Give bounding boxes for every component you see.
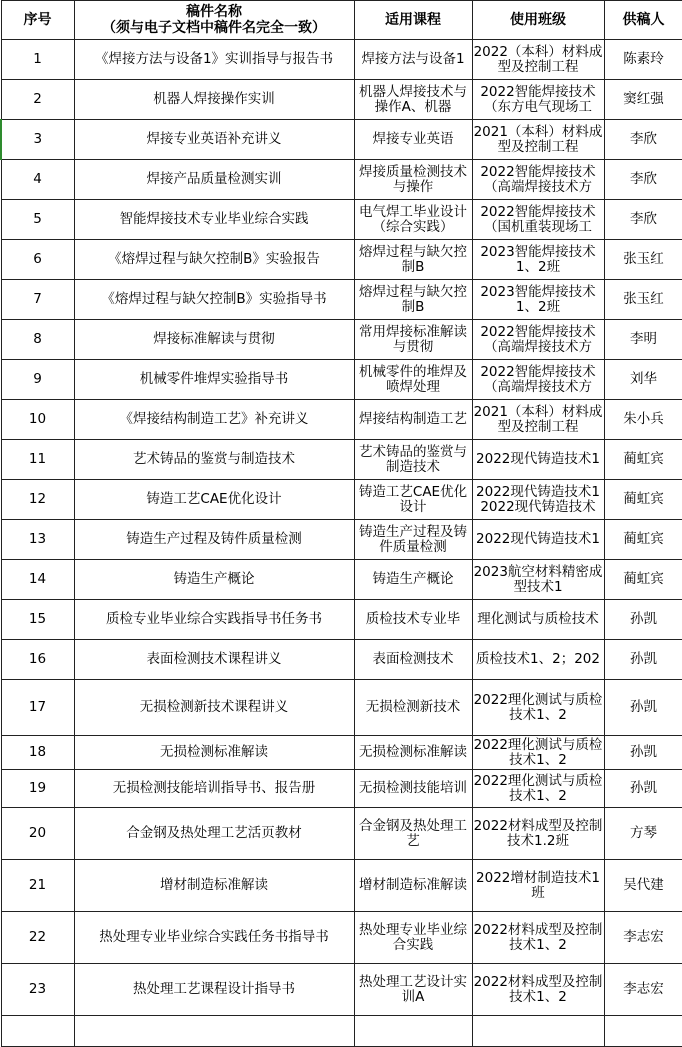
cell-name[interactable]: 机械零件堆焊实验指导书: [74, 360, 354, 400]
cell-class[interactable]: 2023智能焊接技术1、2班: [472, 240, 604, 280]
cell-class[interactable]: 2023智能焊接技术1、2班: [472, 280, 604, 320]
cell-name[interactable]: 焊接标准解读与贯彻: [74, 320, 354, 360]
cell-course[interactable]: 质检技术专业毕: [354, 600, 472, 640]
table-row: [1, 160, 682, 200]
cell-course[interactable]: 铸造生产概论: [354, 560, 472, 600]
cell-provider[interactable]: 孙凯: [604, 736, 682, 770]
cell-name[interactable]: 铸造生产概论: [74, 560, 354, 600]
table-row: [1, 400, 682, 440]
cell-course[interactable]: 机械零件的堆焊及喷焊处理: [354, 360, 472, 400]
cell-no[interactable]: 19: [1, 770, 74, 808]
cell-name[interactable]: 增材制造标准解读: [74, 860, 354, 912]
table-row: [1, 770, 682, 808]
cell-provider[interactable]: 蔺虹宾: [604, 520, 682, 560]
header-no[interactable]: 序号: [1, 1, 74, 40]
header-name-line2: （须与电子文档中稿件名完全一致）: [102, 20, 326, 36]
cell-no[interactable]: 4: [1, 160, 74, 200]
cell-class[interactable]: 2022理化测试与质检技术1、2: [472, 770, 604, 808]
cell-provider[interactable]: 吴代建: [604, 860, 682, 912]
cell-provider[interactable]: 张玉红: [604, 240, 682, 280]
cell-provider[interactable]: 孙凯: [604, 770, 682, 808]
cell-provider[interactable]: 李欣: [604, 160, 682, 200]
table-row: [1, 560, 682, 600]
cell-class[interactable]: 2021（本科）材料成型及控制工程: [472, 120, 604, 160]
cell-course[interactable]: 无损检测技能培训: [354, 770, 472, 808]
cell-provider[interactable]: 孙凯: [604, 680, 682, 736]
cell-course[interactable]: 热处理工艺设计实训A: [354, 964, 472, 1016]
empty-cell[interactable]: [604, 1016, 682, 1047]
cell-name[interactable]: 合金钢及热处理工艺活页教材: [74, 808, 354, 860]
cell-name[interactable]: 无损检测新技术课程讲义: [74, 680, 354, 736]
cell-class[interactable]: 2022智能焊接技术（高端焊接技术方: [472, 360, 604, 400]
cell-course[interactable]: 电气焊工毕业设计（综合实践）: [354, 200, 472, 240]
table-row: [1, 912, 682, 964]
cell-course[interactable]: 机器人焊接技术与操作A、机器: [354, 80, 472, 120]
cell-no[interactable]: 16: [1, 640, 74, 680]
empty-cell[interactable]: [472, 1016, 604, 1047]
cell-course[interactable]: 增材制造标准解读: [354, 860, 472, 912]
cell-course[interactable]: 无损检测标准解读: [354, 736, 472, 770]
cell-course[interactable]: 熔焊过程与缺欠控制B: [354, 280, 472, 320]
cell-name[interactable]: 焊接产品质量检测实训: [74, 160, 354, 200]
cell-class[interactable]: 2022材料成型及控制技术1、2: [472, 912, 604, 964]
empty-cell[interactable]: [1, 1016, 74, 1047]
cell-provider[interactable]: 陈素玲: [604, 40, 682, 80]
table-row: [1, 600, 682, 640]
empty-row: [1, 1016, 682, 1047]
table-row: [1, 520, 682, 560]
cell-name[interactable]: 质检专业毕业综合实践指导书任务书: [74, 600, 354, 640]
cell-name[interactable]: 智能焊接技术专业毕业综合实践: [74, 200, 354, 240]
cell-class[interactable]: 2022材料成型及控制技术1.2班: [472, 808, 604, 860]
cell-no[interactable]: 12: [1, 480, 74, 520]
cell-no[interactable]: 17: [1, 680, 74, 736]
table-row: [1, 40, 682, 80]
cell-class[interactable]: 理化测试与质检技术: [472, 600, 604, 640]
cell-class[interactable]: 2022理化测试与质检技术1、2: [473, 736, 603, 768]
cell-name[interactable]: 《熔焊过程与缺欠控制B》实验指导书: [74, 280, 354, 320]
cell-no[interactable]: 7: [1, 280, 74, 320]
table-row: [1, 964, 682, 1016]
cell-no[interactable]: 8: [1, 320, 74, 360]
cell-course[interactable]: 焊接结构制造工艺: [354, 400, 472, 440]
cell-no[interactable]: 13: [1, 520, 74, 560]
cell-no[interactable]: 21: [1, 860, 74, 912]
cell-name[interactable]: 焊接专业英语补充讲义: [74, 120, 354, 160]
cell-no[interactable]: 10: [1, 400, 74, 440]
cell-name[interactable]: 无损检测技能培训指导书、报告册: [74, 770, 354, 808]
table-row: [1, 680, 682, 736]
cell-class[interactable]: 2022智能焊接技术（东方电气现场工: [472, 80, 604, 120]
cell-class[interactable]: 2022智能焊接技术（高端焊接技术方: [472, 160, 604, 200]
cell-provider[interactable]: 刘华: [604, 360, 682, 400]
cell-no[interactable]: 2: [1, 80, 74, 120]
table-row: [1, 200, 682, 240]
cell-course[interactable]: 热处理专业毕业综合实践: [354, 912, 472, 964]
cell-no[interactable]: 20: [1, 808, 74, 860]
cell-class[interactable]: 2022智能焊接技术（高端焊接技术方: [472, 320, 604, 360]
cell-course[interactable]: 无损检测新技术: [354, 680, 472, 736]
table-row: [1, 440, 682, 480]
cell-provider[interactable]: 李志宏: [604, 912, 682, 964]
table-row: [1, 860, 682, 912]
cell-name[interactable]: 热处理专业毕业综合实践任务书指导书: [74, 912, 354, 964]
cell-class[interactable]: 2022现代铸造技术1: [472, 440, 604, 480]
cell-class[interactable]: 2021（本科）材料成型及控制工程: [472, 400, 604, 440]
table-row: [1, 360, 682, 400]
cell-no[interactable]: 22: [1, 912, 74, 964]
empty-cell[interactable]: [74, 1016, 354, 1047]
cell-no[interactable]: 1: [1, 40, 74, 80]
cell-provider[interactable]: 蔺虹宾: [604, 440, 682, 480]
table-row: [1, 640, 682, 680]
cell-provider[interactable]: 张玉红: [604, 280, 682, 320]
cell-class[interactable]: 质检技术1、2；202: [472, 640, 604, 680]
cell-class[interactable]: 2022（本科）材料成型及控制工程: [472, 40, 604, 80]
header-class[interactable]: 使用班级: [472, 1, 604, 40]
cell-class[interactable]: 2022理化测试与质检技术1、2: [472, 680, 604, 736]
cell-provider[interactable]: 李欣: [604, 120, 682, 160]
table-row: [1, 280, 682, 320]
cell-no[interactable]: 15: [1, 600, 74, 640]
header-provider[interactable]: 供稿人: [604, 1, 682, 40]
cell-course[interactable]: 表面检测技术: [354, 640, 472, 680]
table-row: [1, 240, 682, 280]
cell-course[interactable]: 常用焊接标准解读与贯彻: [354, 320, 472, 360]
table-row: [1, 480, 682, 520]
cell-no[interactable]: 18: [1, 736, 74, 770]
header-name[interactable]: [74, 1, 354, 40]
header-row: [1, 1, 682, 40]
cell-class[interactable]: 2023航空材料精密成型技术1: [472, 560, 604, 600]
cell-course[interactable]: 铸造生产过程及铸件质量检测: [354, 520, 472, 560]
cell-provider[interactable]: 方琴: [604, 808, 682, 860]
table-row: [1, 80, 682, 120]
cell-class[interactable]: 2022增材制造技术1班: [472, 860, 604, 912]
cell-no[interactable]: 3: [1, 120, 74, 160]
cell-no[interactable]: 5: [1, 200, 74, 240]
cell-name[interactable]: 铸造生产过程及铸件质量检测: [74, 520, 354, 560]
cell-provider[interactable]: 李欣: [604, 200, 682, 240]
cell-name[interactable]: 热处理工艺课程设计指导书: [74, 964, 354, 1016]
cell-course[interactable]: 铸造工艺CAE优化设计: [354, 480, 472, 520]
cell-class[interactable]: 2022现代铸造技术1: [472, 520, 604, 560]
cell-name[interactable]: 无损检测标准解读: [74, 736, 354, 770]
cell-name[interactable]: 铸造工艺CAE优化设计: [74, 480, 354, 520]
header-name-line1: 稿件名称: [186, 4, 242, 20]
cell-provider[interactable]: 李明: [604, 320, 682, 360]
cell-course[interactable]: 艺术铸品的鉴赏与制造技术: [354, 440, 472, 480]
cell-provider[interactable]: 李志宏: [604, 964, 682, 1016]
cell-name[interactable]: 《焊接方法与设备1》实训指导与报告书: [74, 40, 354, 80]
cell-provider[interactable]: 朱小兵: [604, 400, 682, 440]
cell-course[interactable]: 合金钢及热处理工艺: [354, 808, 472, 860]
cell-no[interactable]: 11: [1, 440, 74, 480]
cell-provider[interactable]: 蔺虹宾: [604, 560, 682, 600]
cell-provider[interactable]: 蔺虹宾: [604, 480, 682, 520]
empty-cell[interactable]: [354, 1016, 472, 1047]
cell-name[interactable]: 机器人焊接操作实训: [74, 80, 354, 120]
table-row: [1, 808, 682, 860]
cell-name[interactable]: 《焊接结构制造工艺》补充讲义: [74, 400, 354, 440]
cell-no[interactable]: 14: [1, 560, 74, 600]
header-course[interactable]: 适用课程: [354, 1, 472, 40]
cell-no[interactable]: 23: [1, 964, 74, 1016]
cell-name[interactable]: 表面检测技术课程讲义: [74, 640, 354, 680]
cell-provider[interactable]: 窦红强: [604, 80, 682, 120]
cell-class[interactable]: 2022现代铸造技术1 2022现代铸造技术: [472, 480, 604, 520]
cell-course[interactable]: 焊接方法与设备1: [354, 40, 472, 80]
cell-course[interactable]: 焊接专业英语: [354, 120, 472, 160]
cell-no[interactable]: 9: [1, 360, 74, 400]
cell-class[interactable]: 2022智能焊接技术（国机重装现场工: [472, 200, 604, 240]
table-row: [1, 320, 682, 360]
cell-provider[interactable]: 孙凯: [604, 600, 682, 640]
table-row: [1, 120, 682, 160]
cell-no[interactable]: 6: [1, 240, 74, 280]
cell-course[interactable]: 熔焊过程与缺欠控制B: [354, 240, 472, 280]
cell-name[interactable]: 《熔焊过程与缺欠控制B》实验报告: [74, 240, 354, 280]
table-row: [1, 736, 682, 770]
cell-class[interactable]: 2022材料成型及控制技术1、2: [472, 964, 604, 1016]
cell-name[interactable]: 艺术铸品的鉴赏与制造技术: [74, 440, 354, 480]
cell-provider[interactable]: 孙凯: [604, 640, 682, 680]
cell-course[interactable]: 焊接质量检测技术与操作: [354, 160, 472, 200]
table-body: [1, 40, 682, 1047]
